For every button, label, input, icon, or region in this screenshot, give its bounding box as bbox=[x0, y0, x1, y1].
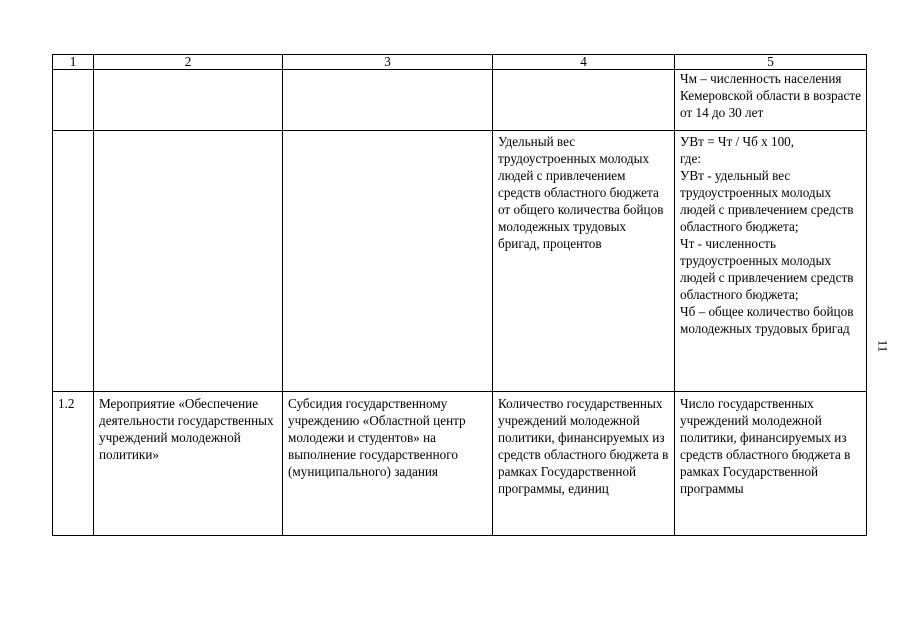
cell-task bbox=[94, 131, 283, 392]
program-table bbox=[52, 54, 867, 536]
cell-indicator: Количество государственных учреждений молодежной политики, финансируемых из средств областного бюджета в рамках Государственной программы, единиц bbox=[493, 392, 675, 536]
cell-description bbox=[283, 131, 493, 392]
header-col-1: 1 bbox=[53, 55, 94, 70]
table-row bbox=[53, 70, 867, 131]
page-number: 11 bbox=[875, 339, 891, 353]
header-col-5: 5 bbox=[675, 55, 867, 70]
cell-number: 1.2 bbox=[53, 392, 94, 536]
header-col-2: 2 bbox=[94, 55, 283, 70]
header-col-4: 4 bbox=[493, 55, 675, 70]
cell-description: Субсидия государственному учреждению «Областной центр молодежи и студентов» на выполнение государственного (муниципального) задания bbox=[283, 392, 493, 536]
cell-number bbox=[53, 131, 94, 392]
table-row bbox=[53, 392, 867, 536]
cell-number bbox=[53, 70, 94, 131]
cell-method: УВт = Чт / Чб х 100, где: УВт - удельный вес трудоустроенных молодых людей с привлечением средств областного бюджета; Чт - численность трудоустроенных молодых людей с привлечением средств областного бюджета; Чб – общее количество бойцов молодежных трудовых бригад bbox=[675, 131, 867, 392]
header-row bbox=[53, 55, 867, 70]
cell-method: Чм – численность населения Кемеровской области в возрасте от 14 до 30 лет bbox=[675, 70, 867, 131]
cell-description bbox=[283, 70, 493, 131]
cell-indicator: Удельный вес трудоустроенных молодых людей с привлечением средств областного бюджета от общего количества бойцов молодежных трудовых бригад, процентов bbox=[493, 131, 675, 392]
cell-task: Мероприятие «Обеспечение деятельности государственных учреждений молодежной политики» bbox=[94, 392, 283, 536]
table-row bbox=[53, 131, 867, 392]
cell-indicator bbox=[493, 70, 675, 131]
header-col-3: 3 bbox=[283, 55, 493, 70]
cell-method: Число государственных учреждений молодежной политики, финансируемых из средств областного бюджета в рамках Государственной программы bbox=[675, 392, 867, 536]
cell-task bbox=[94, 70, 283, 131]
